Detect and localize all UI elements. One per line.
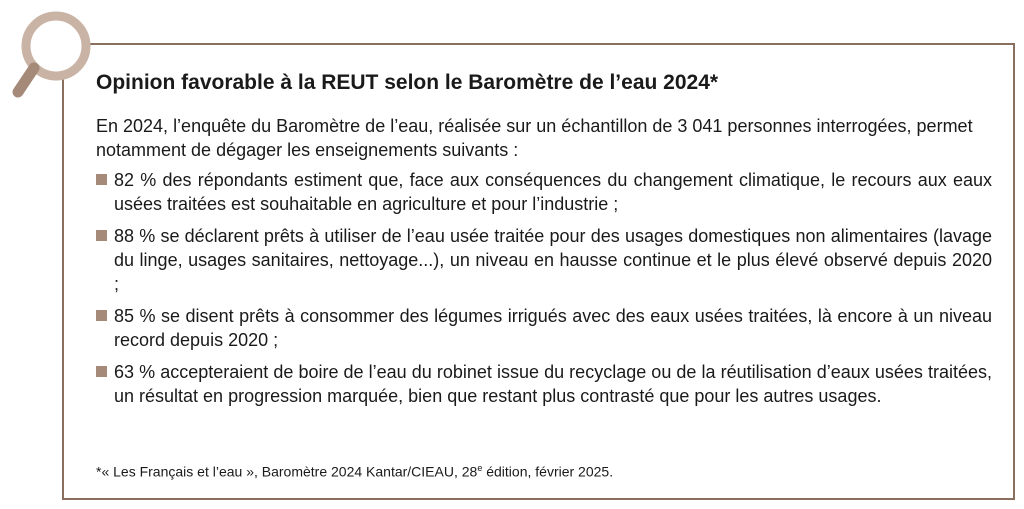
list-item-text: 88 % se déclarent prêts à utiliser de l’eau usée traitée pour des usages domestiques non alimentaires (lavage du linge, usages sanitaires, nettoyage...), un niveau en hausse continue et le plus élevé observé depuis 2020 ; bbox=[114, 226, 992, 294]
box-content bbox=[96, 114, 992, 416]
footnote-text-end: édition, février 2025. bbox=[482, 463, 614, 480]
square-bullet-icon bbox=[96, 366, 107, 377]
square-bullet-icon bbox=[96, 174, 107, 185]
square-bullet-icon bbox=[96, 310, 107, 321]
box-title: Opinion favorable à la REUT selon le Baromètre de l’eau 2024* bbox=[96, 71, 719, 94]
footnote-text: *« Les Français et l’eau », Baromètre 2024 Kantar/CIEAU, 28 bbox=[96, 463, 478, 480]
magnifier-icon bbox=[6, 4, 96, 104]
list-item bbox=[96, 304, 992, 352]
list-item bbox=[96, 360, 992, 408]
intro-paragraph: En 2024, l’enquête du Baromètre de l’eau, réalisée sur un échantillon de 3 041 personnes interrogées, permet notamment de dégager les enseignements suivants : bbox=[96, 116, 973, 160]
square-bullet-icon bbox=[96, 230, 107, 241]
list-item-text: 82 % des répondants estiment que, face aux conséquences du changement climatique, le recours aux eaux usées traitées est souhaitable en agriculture et pour l’industrie ; bbox=[114, 170, 992, 214]
list-item bbox=[96, 224, 992, 296]
footnote bbox=[96, 463, 613, 480]
footnote-superscript: e bbox=[477, 463, 483, 473]
list-item-text: 63 % accepteraient de boire de l’eau du robinet issue du recyclage ou de la réutilisation d’eaux usées traitées, un résultat en progression marquée, bien que restant plus contrasté que pour les autres usages. bbox=[114, 362, 992, 406]
list-item bbox=[96, 168, 992, 216]
findings-list bbox=[96, 168, 992, 408]
list-item-text: 85 % se disent prêts à consommer des légumes irrigués avec des eaux usées traitées, là encore à un niveau record depuis 2020 ; bbox=[114, 306, 992, 350]
